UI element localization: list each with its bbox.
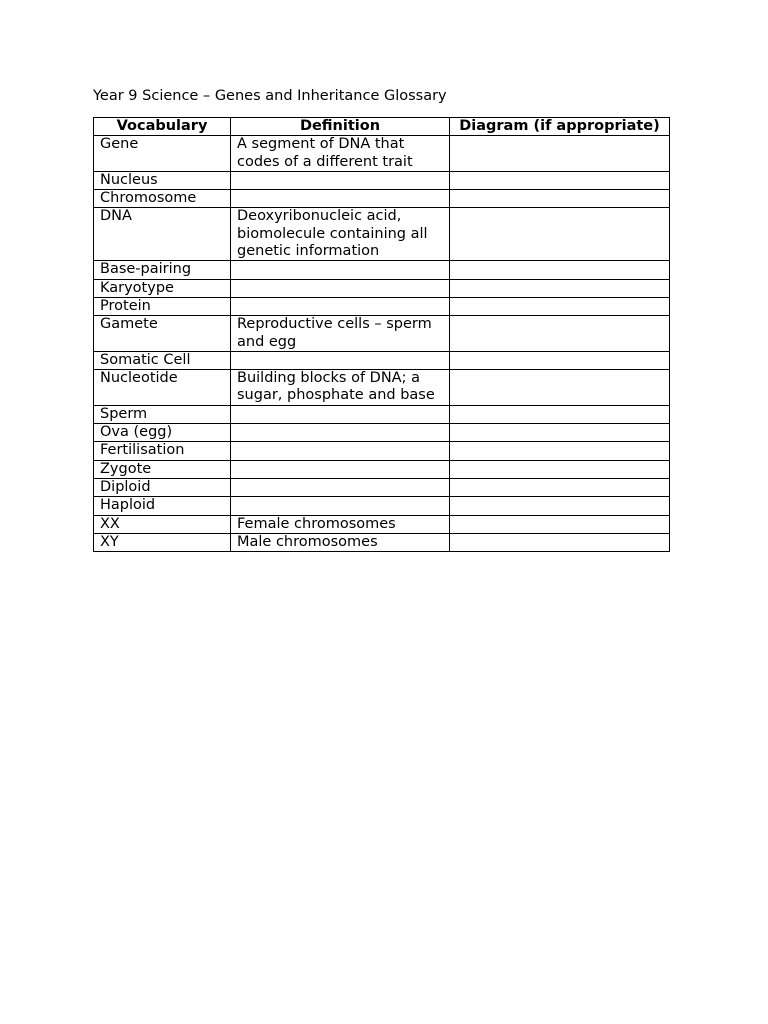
table-row: [94, 316, 670, 352]
diagram-cell[interactable]: [450, 190, 670, 208]
definition-cell[interactable]: [231, 279, 450, 297]
page-title: Year 9 Science – Genes and Inheritance Glossary: [93, 88, 447, 104]
diagram-cell[interactable]: [450, 297, 670, 315]
definition-cell[interactable]: [231, 497, 450, 515]
vocabulary-cell: Nucleus: [94, 171, 231, 189]
vocabulary-cell: Diploid: [94, 478, 231, 496]
vocabulary-cell: Gene: [94, 136, 231, 172]
definition-cell[interactable]: Female chromosomes: [231, 515, 450, 533]
table-row: [94, 171, 670, 189]
table-row: [94, 351, 670, 369]
diagram-cell[interactable]: [450, 460, 670, 478]
table-row: [94, 478, 670, 496]
table-row: [94, 533, 670, 551]
column-header-definition: Definition: [231, 118, 450, 136]
table-row: [94, 297, 670, 315]
diagram-cell[interactable]: [450, 497, 670, 515]
header-row: [94, 118, 670, 136]
diagram-cell[interactable]: [450, 171, 670, 189]
definition-cell[interactable]: [231, 261, 450, 279]
column-header-diagram: Diagram (if appropriate): [450, 118, 670, 136]
diagram-cell[interactable]: [450, 424, 670, 442]
definition-cell[interactable]: Male chromosomes: [231, 533, 450, 551]
table-row: [94, 370, 670, 406]
vocabulary-cell: Protein: [94, 297, 231, 315]
vocabulary-cell: Zygote: [94, 460, 231, 478]
vocabulary-cell: DNA: [94, 208, 231, 261]
table-row: [94, 460, 670, 478]
diagram-cell[interactable]: [450, 442, 670, 460]
diagram-cell[interactable]: [450, 515, 670, 533]
definition-cell[interactable]: [231, 297, 450, 315]
definition-cell[interactable]: [231, 424, 450, 442]
table-row: [94, 208, 670, 261]
vocabulary-cell: Sperm: [94, 405, 231, 423]
vocabulary-cell: XY: [94, 533, 231, 551]
diagram-cell[interactable]: [450, 533, 670, 551]
vocabulary-cell: Gamete: [94, 316, 231, 352]
definition-cell[interactable]: [231, 351, 450, 369]
diagram-cell[interactable]: [450, 279, 670, 297]
table-row: [94, 497, 670, 515]
definition-cell[interactable]: [231, 460, 450, 478]
glossary-table: [93, 117, 670, 552]
diagram-cell[interactable]: [450, 370, 670, 406]
definition-cell[interactable]: [231, 171, 450, 189]
definition-cell[interactable]: Building blocks of DNA; a sugar, phosphate and base: [231, 370, 450, 406]
table-row: [94, 405, 670, 423]
diagram-cell[interactable]: [450, 136, 670, 172]
table-row: [94, 442, 670, 460]
vocabulary-cell: XX: [94, 515, 231, 533]
table-row: [94, 136, 670, 172]
table-row: [94, 424, 670, 442]
diagram-cell[interactable]: [450, 351, 670, 369]
definition-cell[interactable]: [231, 190, 450, 208]
definition-cell[interactable]: A segment of DNA that codes of a different trait: [231, 136, 450, 172]
vocabulary-cell: Base-pairing: [94, 261, 231, 279]
vocabulary-cell: Karyotype: [94, 279, 231, 297]
definition-cell[interactable]: [231, 405, 450, 423]
diagram-cell[interactable]: [450, 478, 670, 496]
table-row: [94, 279, 670, 297]
vocabulary-cell: Ova (egg): [94, 424, 231, 442]
vocabulary-cell: Fertilisation: [94, 442, 231, 460]
definition-cell[interactable]: Reproductive cells – sperm and egg: [231, 316, 450, 352]
diagram-cell[interactable]: [450, 208, 670, 261]
definition-cell[interactable]: Deoxyribonucleic acid, biomolecule containing all genetic information: [231, 208, 450, 261]
table-row: [94, 261, 670, 279]
definition-cell[interactable]: [231, 478, 450, 496]
diagram-cell[interactable]: [450, 405, 670, 423]
definition-cell[interactable]: [231, 442, 450, 460]
column-header-vocabulary: Vocabulary: [94, 118, 231, 136]
diagram-cell[interactable]: [450, 261, 670, 279]
diagram-cell[interactable]: [450, 316, 670, 352]
table-row: [94, 515, 670, 533]
vocabulary-cell: Nucleotide: [94, 370, 231, 406]
table-row: [94, 190, 670, 208]
vocabulary-cell: Haploid: [94, 497, 231, 515]
vocabulary-cell: Somatic Cell: [94, 351, 231, 369]
vocabulary-cell: Chromosome: [94, 190, 231, 208]
